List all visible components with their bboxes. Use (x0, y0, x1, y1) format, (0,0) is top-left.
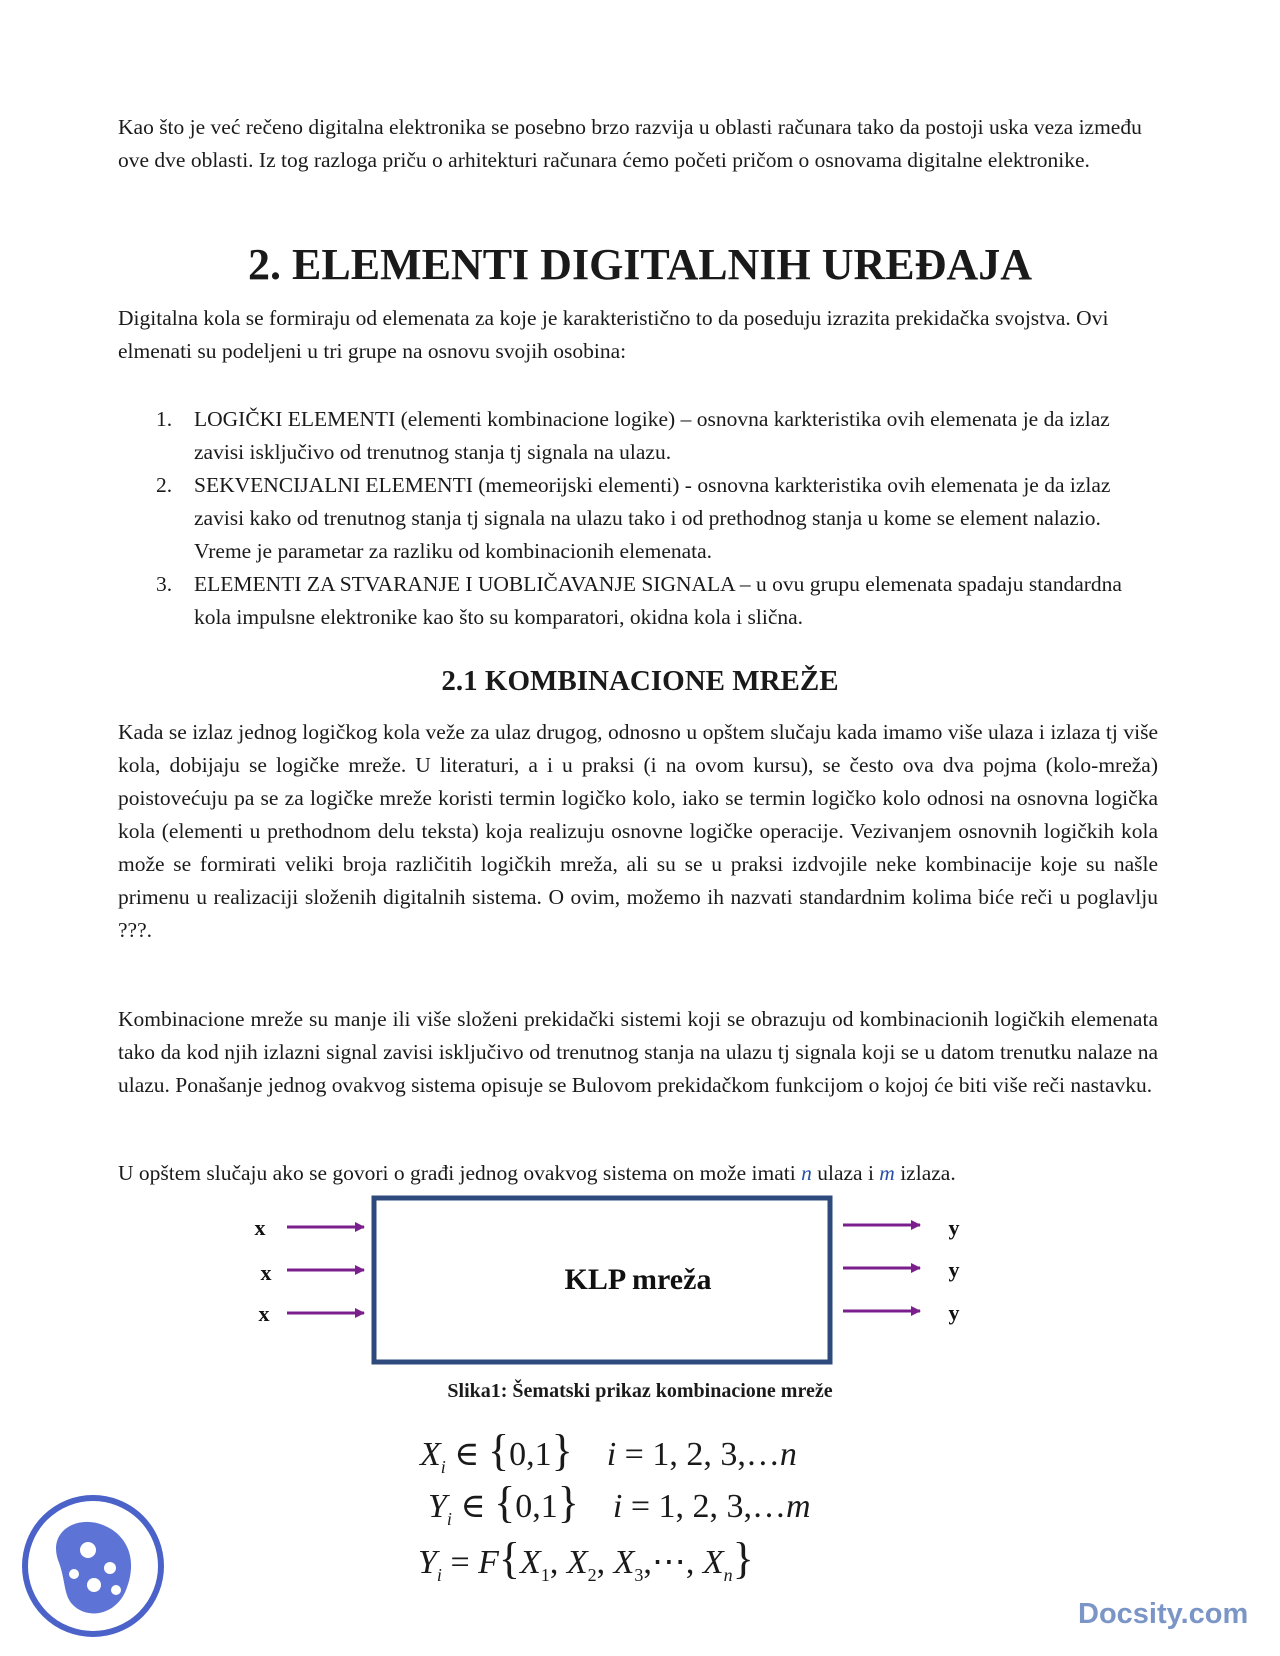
text-before: U opštem slučaju ako se govori o građi jednog ovakvog sistema on može imati (118, 1161, 802, 1185)
variable-m: m (879, 1161, 895, 1185)
input-label: x (260, 1260, 272, 1285)
box-label: KLP mreža (564, 1263, 712, 1296)
output-label: y (948, 1215, 960, 1240)
caption-label: Slika1 (447, 1380, 501, 1402)
variable-n: n (801, 1161, 812, 1185)
list-item-text: LOGIČKI ELEMENTI (elementi kombinacione logike) – osnovna karkteristika ovih elemenata je da izlaz zavisi isključivo od trenutnog stanja tj signala na ulazu. (194, 407, 1110, 464)
docsity-watermark: Docsity.com (1078, 1598, 1249, 1630)
input-label: x (254, 1215, 266, 1240)
output-label: y (948, 1257, 960, 1282)
text-middle: ulaza i (811, 1161, 880, 1185)
docsity-logo-icon (18, 1490, 168, 1640)
input-label: x (258, 1301, 270, 1326)
list-number: 1. (156, 407, 173, 431)
output-label: y (948, 1300, 960, 1325)
list-number: 3. (156, 572, 173, 596)
paragraph-combinational-networks: Kombinacione mreže su manje ili više složeni prekidački sistemi koji se obrazuju od kombinacionih logičkih elemenata tako da kod njih izlazni signal zavisi isključivo od trenutnog stanja na ulazu tj signala koji se u datom trenutku nalaze na ulazu. Ponašanje jednog ovakvog sistema opisuje se Bulovom prekidačkom funkcijom o kojoj će biti više reči nastavku. (118, 1007, 1158, 1097)
list-number: 2. (156, 473, 173, 497)
subsection-heading: 2.1 KOMBINACIONE MREŽE (441, 665, 839, 697)
section-heading: 2. ELEMENTI DIGITALNIH UREĐAJA (248, 240, 1032, 289)
intro-paragraph: Kao što je već rečeno digitalna elektronika se posebno brzo razvija u oblasti računara tako da postoji uska veza između ove dve oblasti. Iz tog razloga priču o arhitekturi računara ćemo početi pričom o osnovama digitalne elektronike. (118, 115, 1142, 172)
list-item-text: ELEMENTI ZA STVARANJE I UOBLIČAVANJE SIGNALA – u ovu grupu elemenata spadaju standardna kola impulsne elektronike kao što su komparatori, okidna kola i slična. (194, 572, 1122, 629)
text-after: izlaza. (894, 1161, 956, 1185)
equation-function: $Y_i = F\{X_1$, $X_2$, $X_3,\cdots$, $X_n$} (418, 1534, 754, 1585)
equation-inputs: $X_i$ ∈ {0,1} i = 1, 2, 3,…n (420, 1426, 797, 1477)
figure-caption (0, 1377, 1280, 1405)
list-item-text: SEKVENCIJALNI ELEMENTI (memeorijski elementi) - osnovna karkteristika ovih elemenata je da izlaz zavisi kako od trenutnog stanja tj signala na ulazu tako i od prethodnog stanja u kome se element nalazio. Vreme je parametar za razliku od kombinacionih elemenata. (194, 473, 1111, 563)
paragraph-logic-networks: Kada se izlaz jednog logičkog kola veže za ulaz drugog, odnosno u opštem slučaju kada imamo više ulaza i izlaza tj više kola, dobijaju se logičke mreže. U literaturi, a i u praksi (i na ovom kursu), se često ova dva pojma (kolo-mreža) poistovećuju pa se za logičke mreže koristi termin logičko kolo, iako se termin logičko kolo odnosi na osnovna logička kola (elementi u prethodnom delu teksta) koja realizuju osnovne logičke operacije. Vezivanjem osnovnih logičkih kola može se formirati veliki broja različitih logičkih mreža, ali su se u praksi izdvojile neke kombinacije koje su našle primenu u realizaciji složenih digitalnih sistema. O ovim, možemo ih nazvati standardnim kolima biće reči u poglavlju ???. (118, 720, 1158, 942)
paragraph-digital-circuits: Digitalna kola se formiraju od elemenata za koje je karakteristično to da poseduju izrazita prekidačka svojstva. Ovi elmenati su podeljeni u tri grupe na osnovu svojih osobina: (118, 306, 1109, 363)
equation-outputs: $Y_i$ ∈ {0,1} i = 1, 2, 3,…m (428, 1478, 811, 1529)
caption-text: : Šematski prikaz kombinacione mreže (500, 1380, 833, 1402)
